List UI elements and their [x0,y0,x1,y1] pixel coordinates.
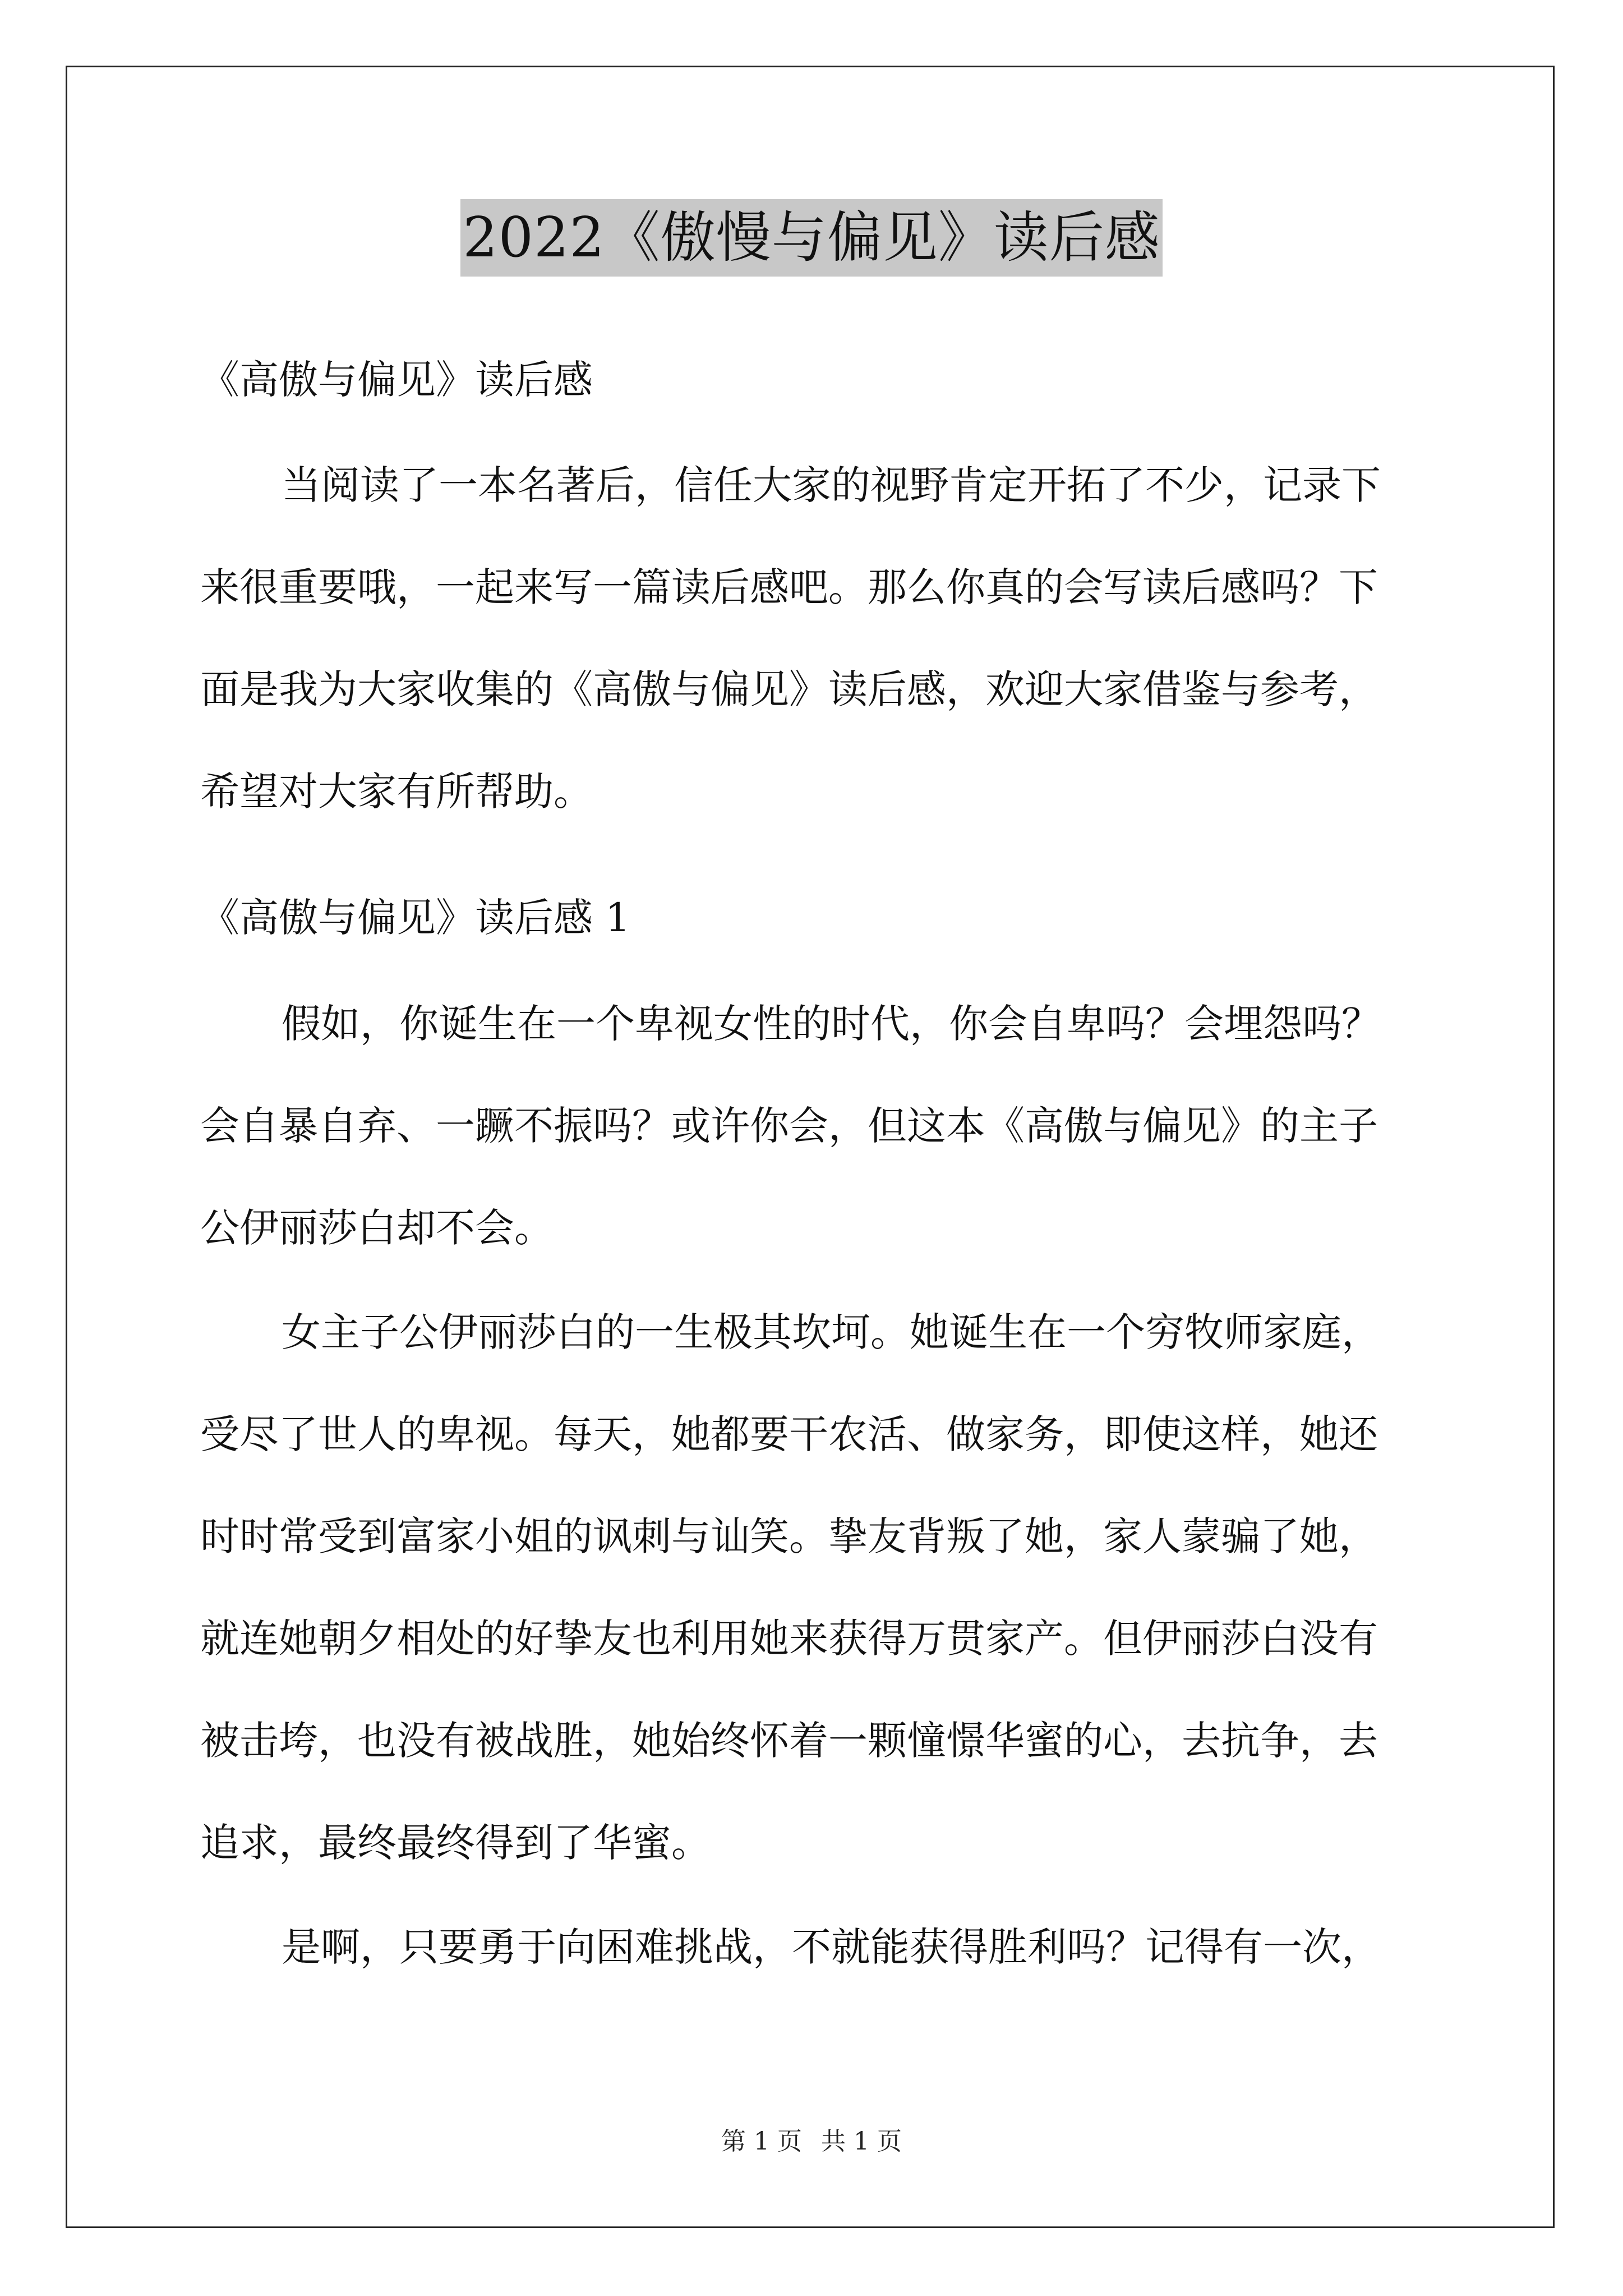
paragraph-line: 假如，你诞生在一个卑视女性的时代，你会自卑吗？会埋怨吗？ [282,1001,1381,1047]
section-heading: 《高傲与偏见》读后感 [200,357,593,403]
page-footer [0,2125,1623,2159]
paragraph-line: 女主子公伊丽莎白的一生极其坎坷。她诞生在一个穷牧师家庭， [282,1309,1381,1355]
paragraph-line: 受尽了世人的卑视。每天，她都要干农活、做家务，即使这样，她还 [200,1411,1378,1457]
paragraph-line: 面是我为大家收集的《高傲与偏见》读后感，欢迎大家借鉴与参考， [200,666,1378,712]
paragraph-line: 公伊丽莎白却不会。 [200,1205,554,1251]
paragraph-line: 当阅读了一本名著后，信任大家的视野肯定开拓了不少，记录下 [282,462,1381,508]
paragraph-line: 希望对大家有所帮助。 [200,769,593,815]
document-title: 2022《傲慢与偏见》读后感 [460,199,1162,277]
paragraph-line: 就连她朝夕相处的好挚友也利用她来获得万贯家产。但伊丽莎白没有 [200,1616,1378,1662]
paragraph-line: 时时常受到富家小姐的讽刺与讪笑。挚友背叛了她，家人蒙骗了她， [200,1513,1378,1559]
page-number: 第 1 页 [721,2127,802,2156]
paragraph-line: 是啊，只要勇于向困难挑战，不就能获得胜利吗？记得有一次， [282,1924,1381,1970]
paragraph-line: 被击垮，也没有被战胜，她始终怀着一颗憧憬华蜜的心，去抗争，去 [200,1718,1378,1764]
title-container [0,199,1623,277]
page-total: 共 1 页 [821,2127,902,2156]
paragraph-line: 追求，最终最终得到了华蜜。 [200,1820,711,1866]
section-heading: 《高傲与偏见》读后感 1 [200,895,630,941]
paragraph-line: 会自暴自弃、一蹶不振吗？或许你会，但这本《高傲与偏见》的主子 [200,1103,1378,1149]
paragraph-line: 来很重要哦，一起来写一篇读后感吧。那么你真的会写读后感吗？下 [200,564,1378,610]
